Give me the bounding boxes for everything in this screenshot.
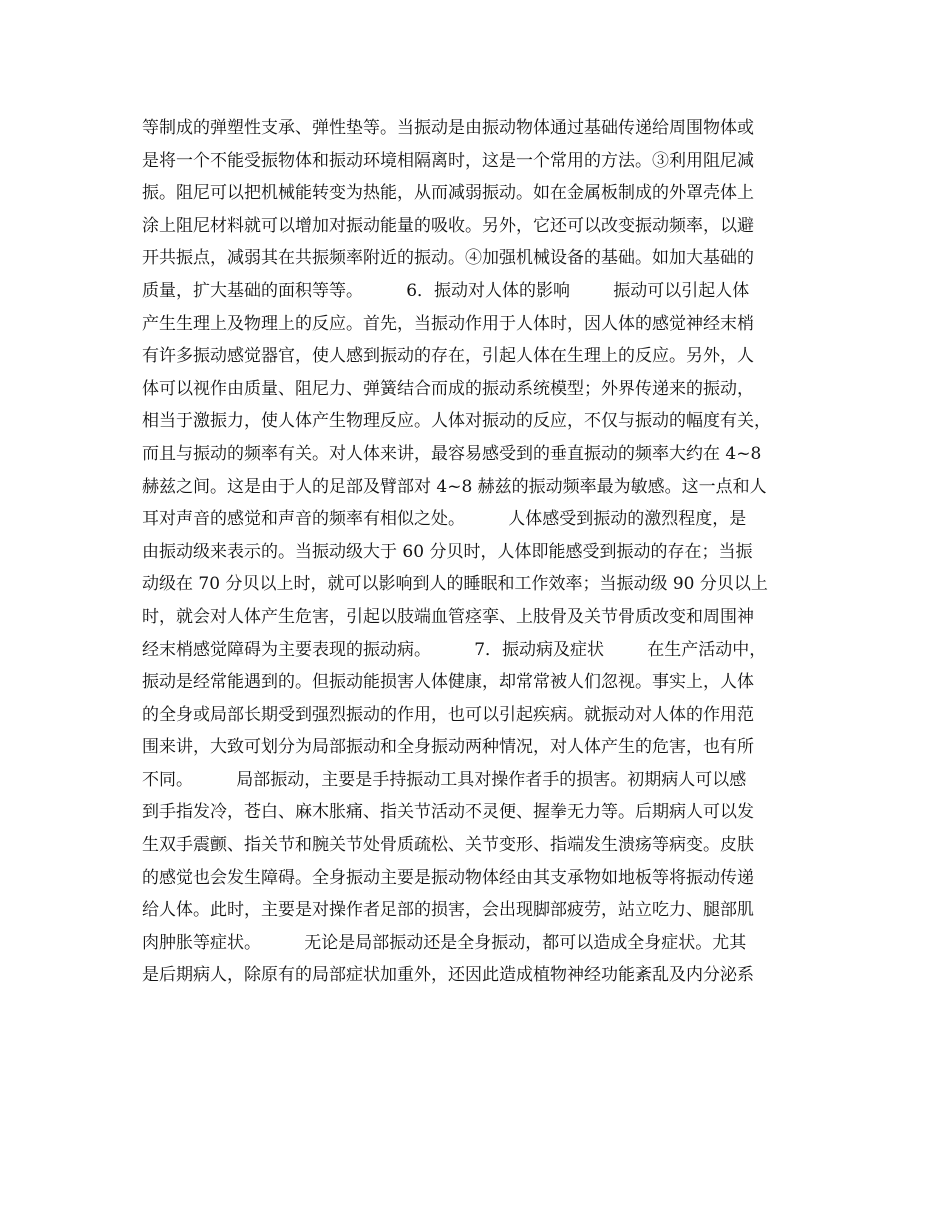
text-line: 有许多振动感觉器官，使人感到振动的存在，引起人体在生理上的反应。另外，人 <box>142 346 754 367</box>
text-line: 涂上阻尼材料就可以增加对振动能量的吸收。另外，它还可以改变振动频率，以避 <box>142 215 754 236</box>
text-line: 的全身或局部长期受到强烈振动的作用，也可以引起疾病。就振动对人体的作用范 <box>142 704 754 725</box>
text-line: 是将一个不能受振物体和振动环境相隔离时，这是一个常用的方法。③利用阻尼减 <box>142 150 754 171</box>
text-line: 经末梢感觉障碍为主要表现的振动病。 7．振动病及症状 在生产活动中， <box>142 639 767 660</box>
text-line: 体可以视作由质量、阻尼力、弹簧结合而成的振动系统模型；外界传递来的振动， <box>142 378 754 399</box>
text-line: 是后期病人，除原有的局部症状加重外，还因此造成植物神经功能紊乱及内分泌系 <box>142 965 754 986</box>
text-line: 围来讲，大致可划分为局部振动和全身振动两种情况，对人体产生的危害，也有所 <box>142 737 754 758</box>
text-line: 赫兹之间。这是由于人的足部及臂部对 4~8 赫兹的振动频率最为敏感。这一点和人 <box>142 476 767 497</box>
text-line: 由振动级来表示的。当振动级大于 60 分贝时，人体即能感受到振动的存在；当振 <box>142 541 753 562</box>
body-text <box>142 112 822 992</box>
text-line: 开共振点，减弱其在共振频率附近的振动。④加强机械设备的基础。如加大基础的 <box>142 248 754 269</box>
text-line: 不同。 局部振动，主要是手持振动工具对操作者手的损害。初期病人可以感 <box>142 769 747 790</box>
text-line: 相当于激振力，使人体产生物理反应。人体对振动的反应，不仅与振动的幅度有关， <box>142 411 771 432</box>
text-line: 耳对声音的感觉和声音的频率有相似之处。 人体感受到振动的激烈程度，是 <box>142 509 747 530</box>
text-line: 振动是经常能遇到的。但振动能损害人体健康，却常常被人们忽视。事实上，人体 <box>142 672 754 693</box>
text-line: 质量，扩大基础的面积等等。 6．振动对人体的影响 振动可以引起人体 <box>142 280 750 301</box>
text-line: 等制成的弹塑性支承、弹性垫等。当振动是由振动物体通过基础传递给周围物体或 <box>142 118 754 138</box>
text-line: 而且与振动的频率有关。对人体来讲，最容易感受到的垂直振动的频率大约在 4~8 <box>142 443 762 464</box>
text-line: 产生生理上及物理上的反应。首先，当振动作用于人体时，因人体的感觉神经末梢 <box>142 313 754 334</box>
text-line: 时，就会对人体产生危害，引起以肢端血管痉挛、上肢骨及关节骨质改变和周围神 <box>142 606 754 627</box>
text-line: 生双手震颤、指关节和腕关节处骨质疏松、关节变形、指端发生溃疡等病变。皮肤 <box>142 835 754 856</box>
text-line: 给人体。此时，主要是对操作者足部的损害，会出现脚部疲劳，站立吃力、腿部肌 <box>142 900 754 921</box>
text-line: 振。阻尼可以把机械能转变为热能，从而减弱振动。如在金属板制成的外罩壳体上 <box>142 183 754 204</box>
text-line: 的感觉也会发生障碍。全身振动主要是振动物体经由其支承物如地板等将振动传递 <box>142 867 754 888</box>
text-line: 肉肿胀等症状。 无论是局部振动还是全身振动，都可以造成全身症状。尤其 <box>142 932 747 953</box>
text-line: 动级在 70 分贝以上时，就可以影响到人的睡眠和工作效率；当振动级 90 分贝以上 <box>142 574 768 595</box>
text-line: 到手指发冷，苍白、麻木胀痛、指关节活动不灵便、握拳无力等。后期病人可以发 <box>142 802 754 823</box>
